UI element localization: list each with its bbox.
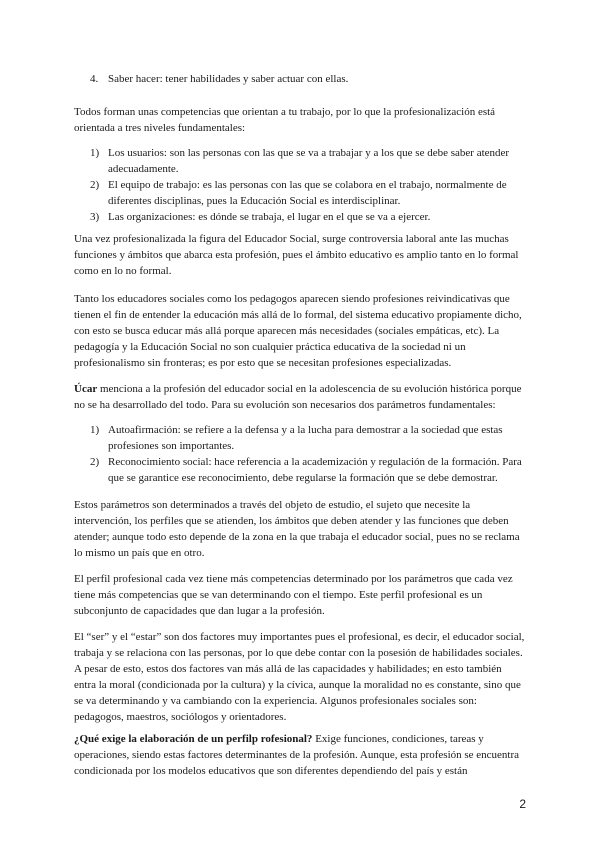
question-heading: ¿Qué exige la elaboración de un perfilp rofesional? (74, 733, 313, 745)
list-text: Las organizaciones: es dónde se trabaja, el lugar en el que se va a ejercer. (108, 211, 431, 223)
list-item (74, 71, 526, 87)
list-text: Saber hacer: tener habilidades y saber actuar con ellas. (108, 73, 349, 85)
list-item (74, 422, 526, 454)
parameters-list (74, 422, 526, 486)
paragraph-8 (74, 731, 526, 779)
paragraph-3: Tanto los educadores sociales como los pedagogos aparecen siendo profesiones reivindicativas que tienen el fin de entender la educación más allá de lo formal, del sistema educativo propiamente dicho, con esto se busca educar más allá porque aparecen más necesidades (sociales empáticas, etc). La pedagogía y la Educación Social no son cualquier práctica educativa de la sociedad ni un profesionalismo sin fronteras; es por esto que se necesitan profesiones especializadas. (74, 293, 522, 369)
list-text: Autoafirmación: se refiere a la defensa y a la lucha para demostrar a la sociedad que estas profesiones son importantes. (108, 424, 503, 452)
paragraph-7: El “ser” y el “estar” son dos factores muy importantes pues el profesional, es decir, el educador social, trabaja y se relaciona con las personas, por lo que debe contar con la posesión de habilidades sociales. A pesar de esto, estos dos factores van más allá de las capacidades y habilidades; en esto también entra la moral (condicionada por la cultura) y la cívica, aunque la moralidad no es constante, sino que se va determinando y va cambiando con la experiencia. Algunos profesionales sociales son: pedagogos, maestros, sociólogos y orientadores. (74, 631, 525, 723)
list-item (74, 454, 526, 486)
paragraph-4-text: menciona a la profesión del educador social en la adolescencia de su evolución histórica porque no se ha desarrollado del todo. Para su evolución son necesarios dos parámetros fundamentales: (74, 383, 522, 411)
list-number: 3) (90, 211, 100, 223)
paragraph-4 (74, 381, 526, 413)
levels-list (74, 145, 526, 225)
list-number: 1) (90, 424, 100, 436)
list-item (74, 177, 526, 209)
paragraph-1: Todos forman unas competencias que orientan a tu trabajo, por lo que la profesionalización está orientada a tres niveles fundamentales: (74, 106, 496, 134)
author-name: Úcar (74, 383, 98, 395)
list-text: Reconocimiento social: hace referencia a la academización y regulación de la formación. Para que se garantice ese reconocimiento, debe regularse la formación que se debe demostrar. (108, 456, 522, 484)
list-text: El equipo de trabajo: es las personas con las que se colabora en el trabajo, normalmente de diferentes disciplinas, pues la Educación Social es interdisciplinar. (108, 179, 507, 207)
paragraph-8-text: Exige funciones, condiciones, tareas y operaciones, siendo estas factores determinantes de la profesión. Aunque, esta profesión se encuentra condicionada por los modelos educativos que son diferentes dependiendo del país y están (74, 733, 520, 777)
list-item (74, 145, 526, 177)
list-item (74, 209, 526, 225)
list-number: 2) (90, 179, 100, 191)
page-number: 2 (519, 797, 526, 811)
list-number: 1) (90, 147, 100, 159)
list-number: 4. (90, 73, 99, 85)
paragraph-5: Estos parámetros son determinados a través del objeto de estudio, el sujeto que necesite la intervención, los perfiles que se atienden, los ámbitos que deben atender y las funciones que deben atender; aunque todo esto depende de la zona en la que trabaja el educador social, pues no se reclama lo mismo un país que en otro. (74, 499, 520, 559)
list-number: 2) (90, 456, 100, 468)
paragraph-6: El perfil profesional cada vez tiene más competencias determinado por los parámetros que cada vez tiene más competencias que se van determinando con el tiempo. Este perfil profesional es un subconjunto de capacidades que dan lugar a la profesión. (74, 573, 513, 617)
list-item-4 (74, 71, 526, 87)
list-text: Los usuarios: son las personas con las que se va a trabajar y a los que se debe saber atender adecuadamente. (108, 147, 510, 175)
paragraph-2: Una vez profesionalizada la figura del Educador Social, surge controversia laboral ante las muchas funciones y ámbitos que abarca esta profesión, pues el ámbito educativo es amplio tanto en lo formal como en lo no formal. (74, 233, 519, 277)
